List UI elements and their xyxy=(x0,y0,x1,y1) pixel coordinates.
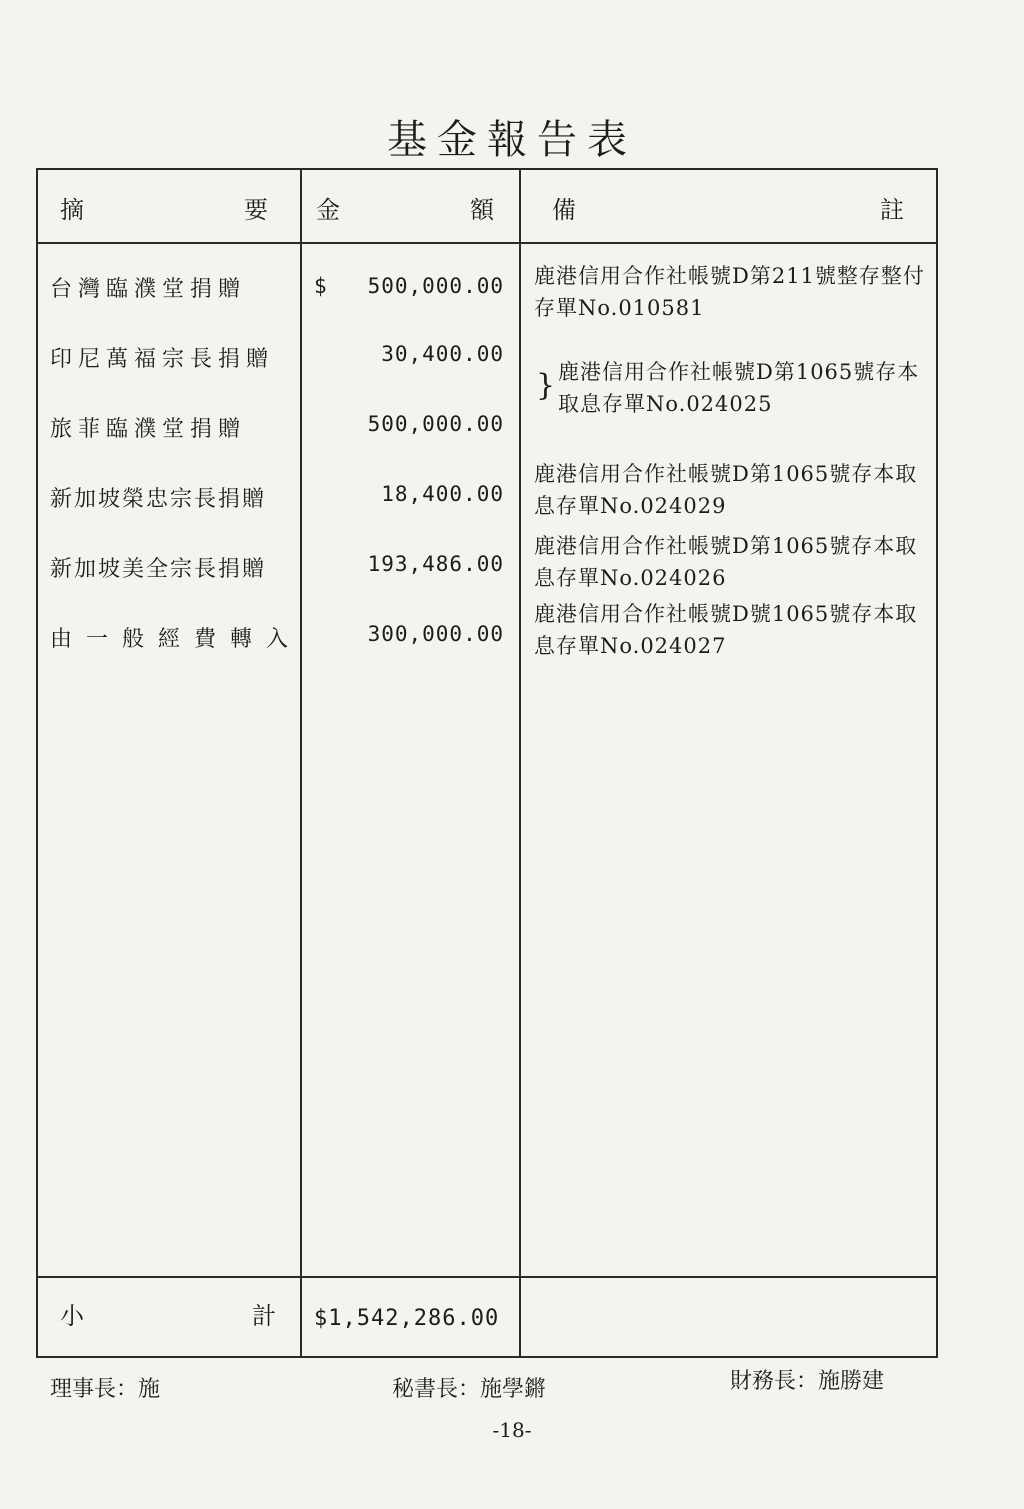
row-remark: 鹿港信用合作社帳號D第1065號存本取息存單No.024026 xyxy=(534,534,918,590)
row-remark: 鹿港信用合作社帳號D號1065號存本取息存單No.024027 xyxy=(534,602,918,658)
row-amount: 18,400.00 xyxy=(381,482,504,506)
subtotal-divider xyxy=(38,1276,936,1278)
page-number: -18- xyxy=(492,1418,532,1442)
remark-brace: } xyxy=(536,368,556,403)
row-amount: 500,000.00 xyxy=(367,274,504,298)
column-divider xyxy=(519,170,521,1356)
chairman-signature: 理事長：施 xyxy=(50,1377,161,1402)
row-currency: $ xyxy=(314,274,328,298)
row-remark: 鹿港信用合作社帳號D第211號整存整付存單No.010581 xyxy=(534,264,925,320)
row-description: 新加坡榮忠宗長捐贈 xyxy=(50,487,267,512)
row-description: 由一般經費轉入 xyxy=(50,627,303,652)
subtotal-amount: $1,542,286.00 xyxy=(314,1306,500,1331)
row-description: 印尼萬福宗長捐贈 xyxy=(50,347,275,372)
row-amount: 193,486.00 xyxy=(367,552,504,576)
subtotal-label-a: 小 xyxy=(60,1302,84,1330)
header-remark-a: 備 xyxy=(552,196,576,224)
row-description: 台灣臨濮堂捐贈 xyxy=(50,277,247,302)
row-remark: 鹿港信用合作社帳號D第1065號存本取息存單No.024025 xyxy=(558,360,920,416)
treasurer-signature: 財務長：施勝建 xyxy=(730,1369,885,1394)
header-amount-b: 額 xyxy=(470,196,494,224)
page-title: 基金報告表 xyxy=(387,117,637,163)
column-divider xyxy=(300,170,302,1356)
row-amount: 500,000.00 xyxy=(367,412,504,436)
header-remark-b: 註 xyxy=(880,196,904,224)
row-amount: 30,400.00 xyxy=(381,342,504,366)
subtotal-label-b: 計 xyxy=(252,1302,276,1330)
row-remark: 鹿港信用合作社帳號D第1065號存本取息存單No.024029 xyxy=(534,462,918,518)
row-description: 新加坡美全宗長捐贈 xyxy=(50,557,267,582)
header-divider xyxy=(38,242,936,244)
row-description: 旅菲臨濮堂捐贈 xyxy=(50,417,247,442)
row-amount: 300,000.00 xyxy=(367,622,504,646)
header-summary-b: 要 xyxy=(244,196,268,224)
secretary-signature: 秘書長：施學鏘 xyxy=(392,1377,547,1402)
fund-report-table xyxy=(36,168,938,1358)
header-summary-a: 摘 xyxy=(60,196,84,224)
header-amount-a: 金 xyxy=(316,196,340,224)
